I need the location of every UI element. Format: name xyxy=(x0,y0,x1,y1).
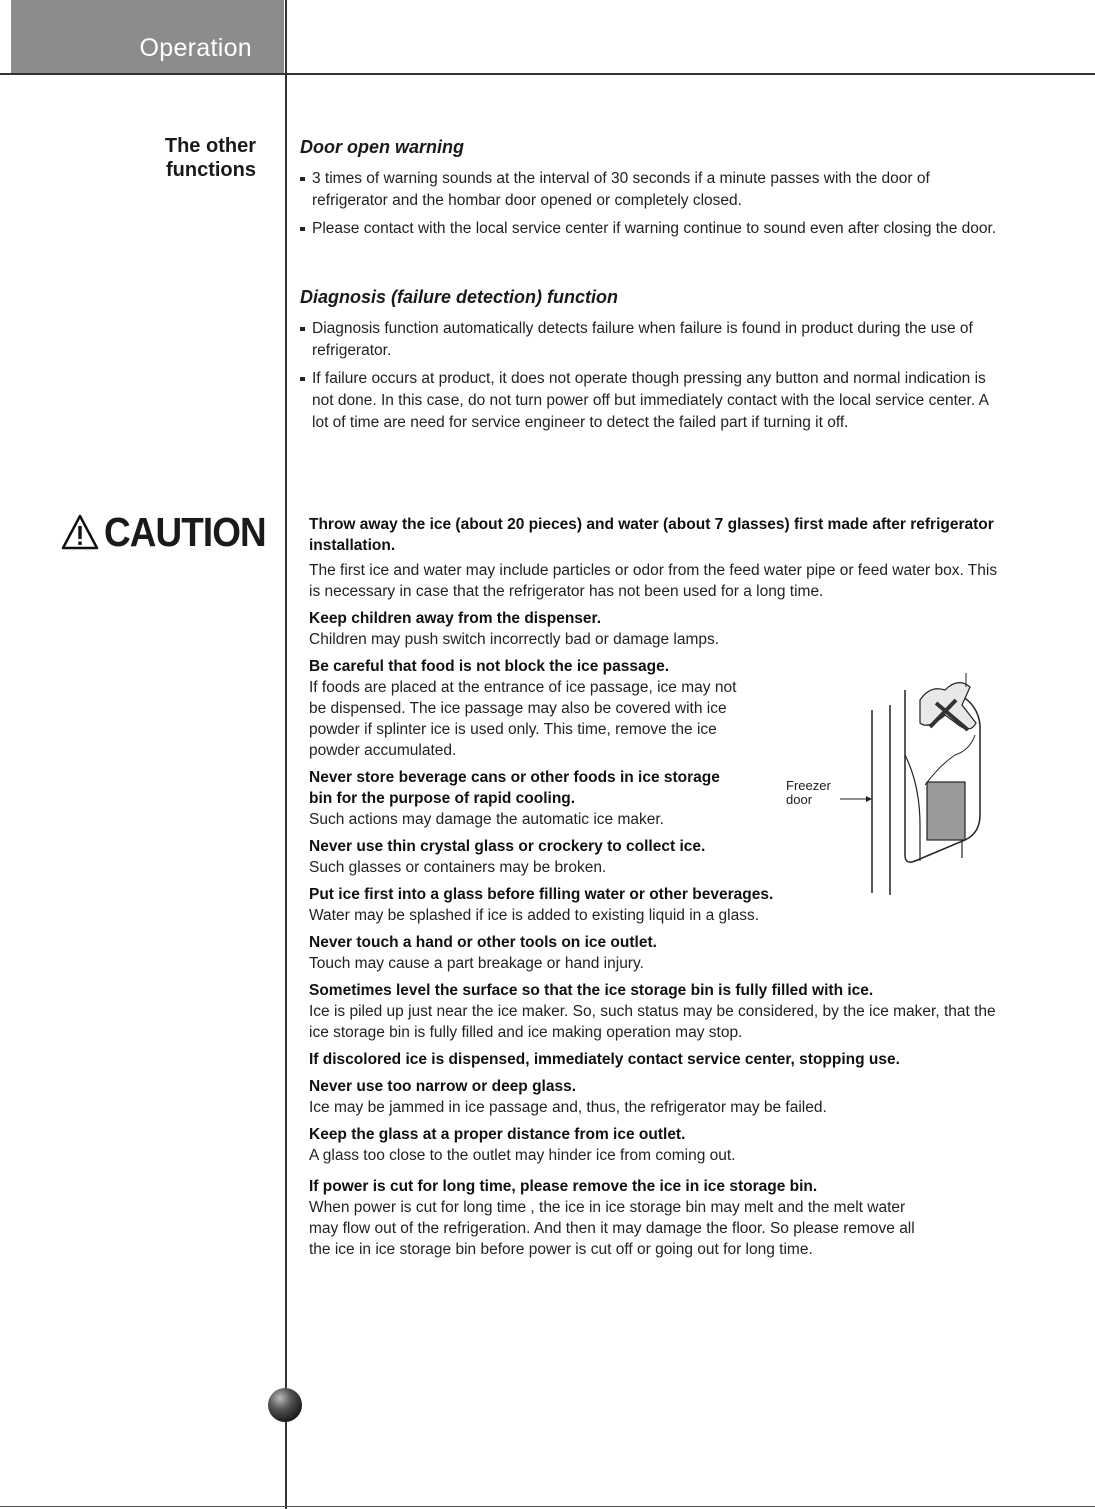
list-item: Diagnosis function automatically detects failure when failure is found in product during the use of refrigerator. xyxy=(300,318,1000,362)
caution-item-body: A glass too close to the outlet may hinder ice from coming out. xyxy=(309,1147,736,1164)
diagnosis-list xyxy=(300,318,1000,440)
caution-item xyxy=(309,608,1009,650)
caution-item xyxy=(309,980,1009,1043)
caution-item xyxy=(309,1076,1009,1118)
caution-item-body: Touch may cause a part breakage or hand injury. xyxy=(309,955,644,972)
caution-item-body: Water may be splashed if ice is added to existing liquid in a glass. xyxy=(309,907,760,924)
caution-item-body: Such actions may damage the automatic ice maker. xyxy=(309,811,664,828)
freezer-door-label xyxy=(786,779,831,807)
section-tab xyxy=(11,0,284,73)
caution-label: CAUTION xyxy=(104,508,266,555)
caution-item-title: Keep children away from the dispenser. xyxy=(309,610,602,627)
column-divider xyxy=(285,0,287,1509)
section-title: Operation xyxy=(139,34,252,62)
page-marker-dot xyxy=(268,1388,302,1422)
side-heading-other-functions xyxy=(56,134,256,182)
caution-item-body: The first ice and water may include particles or odor from the feed water pipe or feed water box. This is necessary in case that the refrigerator has not been used for a long time. xyxy=(309,562,998,600)
figure-label-line2: door xyxy=(786,792,813,807)
side-heading-line2: functions xyxy=(166,159,256,181)
caution-item-title: Never store beverage cans or other foods in ice storage bin for the purpose of rapid cooling. xyxy=(309,769,720,807)
caution-item-body: Ice is piled up just near the ice maker. So, such status may be considered, by the ice maker, that the ice storage bin is fully filled and ice making operation may stop. xyxy=(309,1003,996,1041)
warning-icon xyxy=(60,513,100,551)
caution-item-body: When power is cut for long time , the ice in ice storage bin may melt and the melt water may flow out of the refrigeration. And then it may damage the floor. So please remove all the ice in ice storage bin before power is cut off or going out for long time. xyxy=(309,1199,915,1258)
caution-item xyxy=(309,514,1009,602)
caution-item-title: If discolored ice is dispensed, immediately contact service center, stopping use. xyxy=(309,1051,900,1068)
door-warning-title: Door open warning xyxy=(300,137,464,157)
caution-item-title: If power is cut for long time, please remove the ice in ice storage bin. xyxy=(309,1178,818,1195)
header-divider xyxy=(0,73,1095,75)
caution-item-title: Put ice first into a glass before filling water or other beverages. xyxy=(309,886,774,903)
caution-heading xyxy=(60,508,284,556)
caution-item-title: Never use too narrow or deep glass. xyxy=(309,1078,577,1095)
list-item: Please contact with the local service center if warning continue to sound even after closing the door. xyxy=(300,218,1000,240)
caution-item-body: If foods are placed at the entrance of ice passage, ice may not be dispensed. The ice passage may also be covered with ice powder if splinter ice is used only. This time, remove the ice powder accumulated. xyxy=(309,679,737,759)
diagnosis-title: Diagnosis (failure detection) function xyxy=(300,287,619,307)
caution-item xyxy=(309,1124,1009,1166)
caution-item-title: Never use thin crystal glass or crockery to collect ice. xyxy=(309,838,706,855)
caution-item-title: Sometimes level the surface so that the ice storage bin is fully filled with ice. xyxy=(309,982,874,999)
list-item: 3 times of warning sounds at the interval of 30 seconds if a minute passes with the door of refrigerator and the hombar door opened or completely closed. xyxy=(300,168,1000,212)
footer-divider xyxy=(0,1506,1095,1507)
door-warning-list xyxy=(300,168,1000,246)
caution-item-body: Such glasses or containers may be broken. xyxy=(309,859,607,876)
list-item: If failure occurs at product, it does not operate though pressing any button and normal indication is not done. In this case, do not turn power off but immediately contact with the local service center. A lot of time are need for service engineer to detect the failed part if turning it off. xyxy=(300,368,1000,434)
caution-item xyxy=(309,1049,1009,1070)
caution-item-body: Ice may be jammed in ice passage and, thus, the refrigerator may be failed. xyxy=(309,1099,827,1116)
caution-item-title: Keep the glass at a proper distance from ice outlet. xyxy=(309,1126,686,1143)
caution-item-title: Be careful that food is not block the ice passage. xyxy=(309,658,670,675)
caution-item-title: Never touch a hand or other tools on ice outlet. xyxy=(309,934,657,951)
caution-item xyxy=(309,932,1009,974)
figure-label-line1: Freezer xyxy=(786,778,831,793)
caution-item xyxy=(309,1176,1009,1260)
caution-item-title: Throw away the ice (about 20 pieces) and water (about 7 glasses) first made after refrigerator installation. xyxy=(309,516,994,554)
side-heading-line1: The other xyxy=(164,135,256,157)
caution-item-body: Children may push switch incorrectly bad or damage lamps. xyxy=(309,631,720,648)
